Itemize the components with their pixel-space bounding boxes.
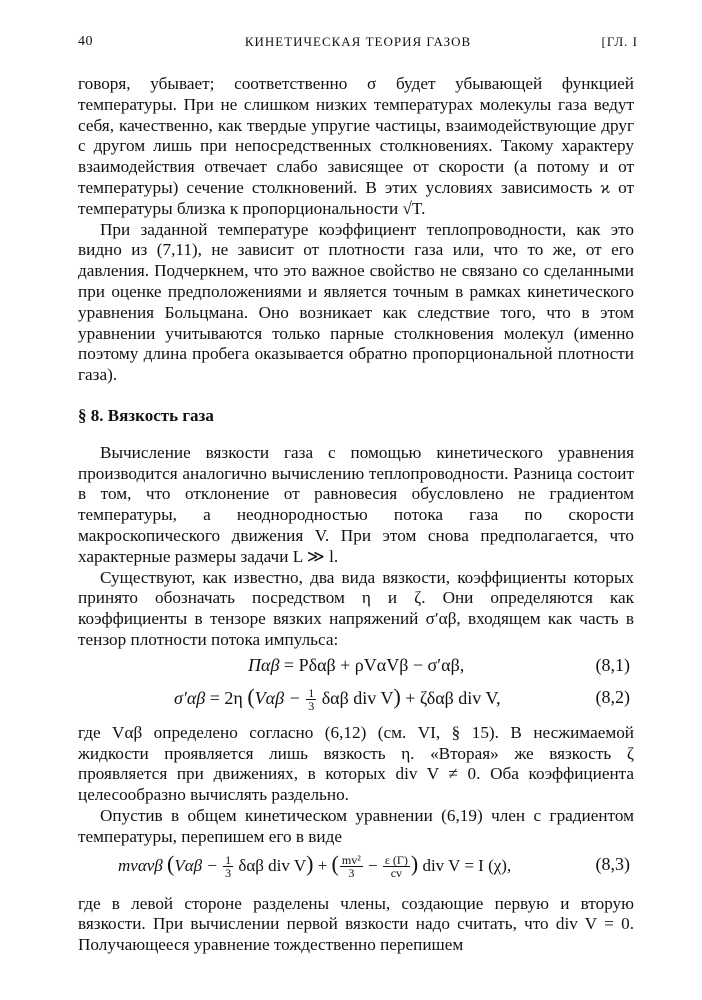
eq3-plus: + (317, 855, 328, 875)
running-header (78, 34, 638, 56)
page-body (78, 74, 634, 956)
eq3-fraction-2 (340, 854, 363, 879)
equation-8-1 (78, 655, 634, 683)
running-title: КИНЕТИЧЕСКАЯ ТЕОРИЯ ГАЗОВ (244, 34, 472, 49)
eq3-close-paren-2: ) (410, 850, 419, 876)
eq2-close-paren: ) (393, 683, 401, 709)
eq3-frac1-num: 1 (225, 853, 232, 868)
eq3-number: (8,3) (595, 853, 630, 874)
paragraph-3: Вычисление вязкости газа с помощью кинетического уравнения производится аналогично вычислению теплопроводности. Разница состоит в том, что отклонение от равновесия обусловлено не градиентом температуры, а неоднородностью потока газа по скорости макроскопического движения V. При этом снова предполагается, что характерные размеры задачи L ≫ l. (78, 442, 634, 566)
paragraph-1: говоря, убывает; соответственно σ будет убывающей функцией температуры. При не слишком низких температурах молекулы газа ведут себя, качественно, как твердые упругие частицы, взаимодействующие друг с другом лишь при непосредственных столкновениях. Такому характеру взаимодействия отвечает слабо зависящее от скорости (а потому и от температуры) сечение столкновений. В этих условиях зависимость ϰ от температуры близка к пропорциональности √T. (78, 74, 634, 218)
eq2-rhs-b: Vαβ − (254, 687, 301, 708)
eq3-frac1-den: 3 (225, 866, 232, 881)
eq1-rhs: = Pδαβ + ρVαVβ − σ′αβ, (283, 654, 465, 675)
eq3-frac3-num: ε (Γ) (384, 853, 408, 868)
eq3-part-a: Vαβ − (174, 855, 218, 875)
eq2-frac-den: 3 (308, 699, 315, 714)
paragraph-5: где Vαβ определено согласно (6,12) (см. VI, § 15). В несжимаемой жидкости проявляется лишь вязкость η. «Вторая» же вязкость ζ проявляется при движениях, в которых div V ≠ 0. Оба коэффициента целесообразно вычислять раздельно. (78, 722, 634, 805)
eq3-fraction-1 (223, 854, 233, 879)
eq3-part-b: δαβ div V (238, 855, 307, 875)
eq3-frac3-den: cv (390, 866, 403, 881)
paragraph-4: Существуют, как известно, два вида вязкости, коэффициенты которых принято обозначать посредством η и ζ. Они определяются как коэффициенты в тензоре вязких напряжений σ′αβ, входящем как часть в тензор плотности потока импульса: (78, 567, 634, 649)
eq1-number: (8,1) (595, 654, 630, 675)
eq3-close-paren-1: ) (306, 850, 314, 876)
eq2-number: (8,2) (595, 686, 630, 707)
eq3-open-paren-1: ( (167, 850, 175, 876)
eq2-rhs-a: = 2η (209, 687, 243, 708)
page-number: 40 (78, 34, 93, 49)
eq3-frac2-num: mv² (341, 853, 361, 868)
eq3-open-paren-2: ( (331, 850, 339, 876)
eq3-fraction-3 (383, 854, 410, 879)
eq1-lhs: Παβ (248, 654, 280, 675)
eq2-lhs: σ′αβ (174, 687, 206, 708)
equation-8-3 (78, 850, 634, 890)
chapter-label: [ГЛ. I (601, 34, 638, 49)
eq3-part-c: div V = I (χ), (422, 855, 512, 875)
eq3-lhs: mvαvβ (118, 855, 163, 875)
eq2-open-paren: ( (247, 683, 255, 709)
eq2-fraction (306, 687, 316, 712)
eq2-frac-num: 1 (308, 686, 315, 701)
paragraph-7: где в левой стороне разделены члены, создающие первую и вторую вязкости. При вычислении первой вязкости надо считать, что div V = 0. Получающееся уравнение тождественно перепишем (78, 893, 634, 955)
section-title: § 8. Вязкость газа (78, 405, 214, 425)
eq2-rhs-d: + ζδαβ div V, (405, 687, 501, 708)
eq3-minus: − (368, 855, 378, 875)
paragraph-6: Опустив в общем кинетическом уравнении (6,19) член с градиентом температуры, перепишем его в виде (78, 805, 634, 846)
equation-8-2 (78, 683, 634, 719)
paragraph-2: При заданной температуре коэффициент теплопроводности, как это видно из (7,11), не зависит от плотности газа или, что то же, от его давления. Подчеркнем, что это важное свойство не связано со сделанными при оценке предположениями и является точным в рамках кинетического уравнения Больцмана. Оно возникает как следствие того, что в этом уравнении учитываются только парные столкновения молекул (именно поэтому длина пробега оказывается обратно пропорциональной плотности газа). (78, 219, 634, 385)
eq3-frac2-den: 3 (348, 866, 355, 881)
eq2-rhs-c: δαβ div V (321, 687, 394, 708)
